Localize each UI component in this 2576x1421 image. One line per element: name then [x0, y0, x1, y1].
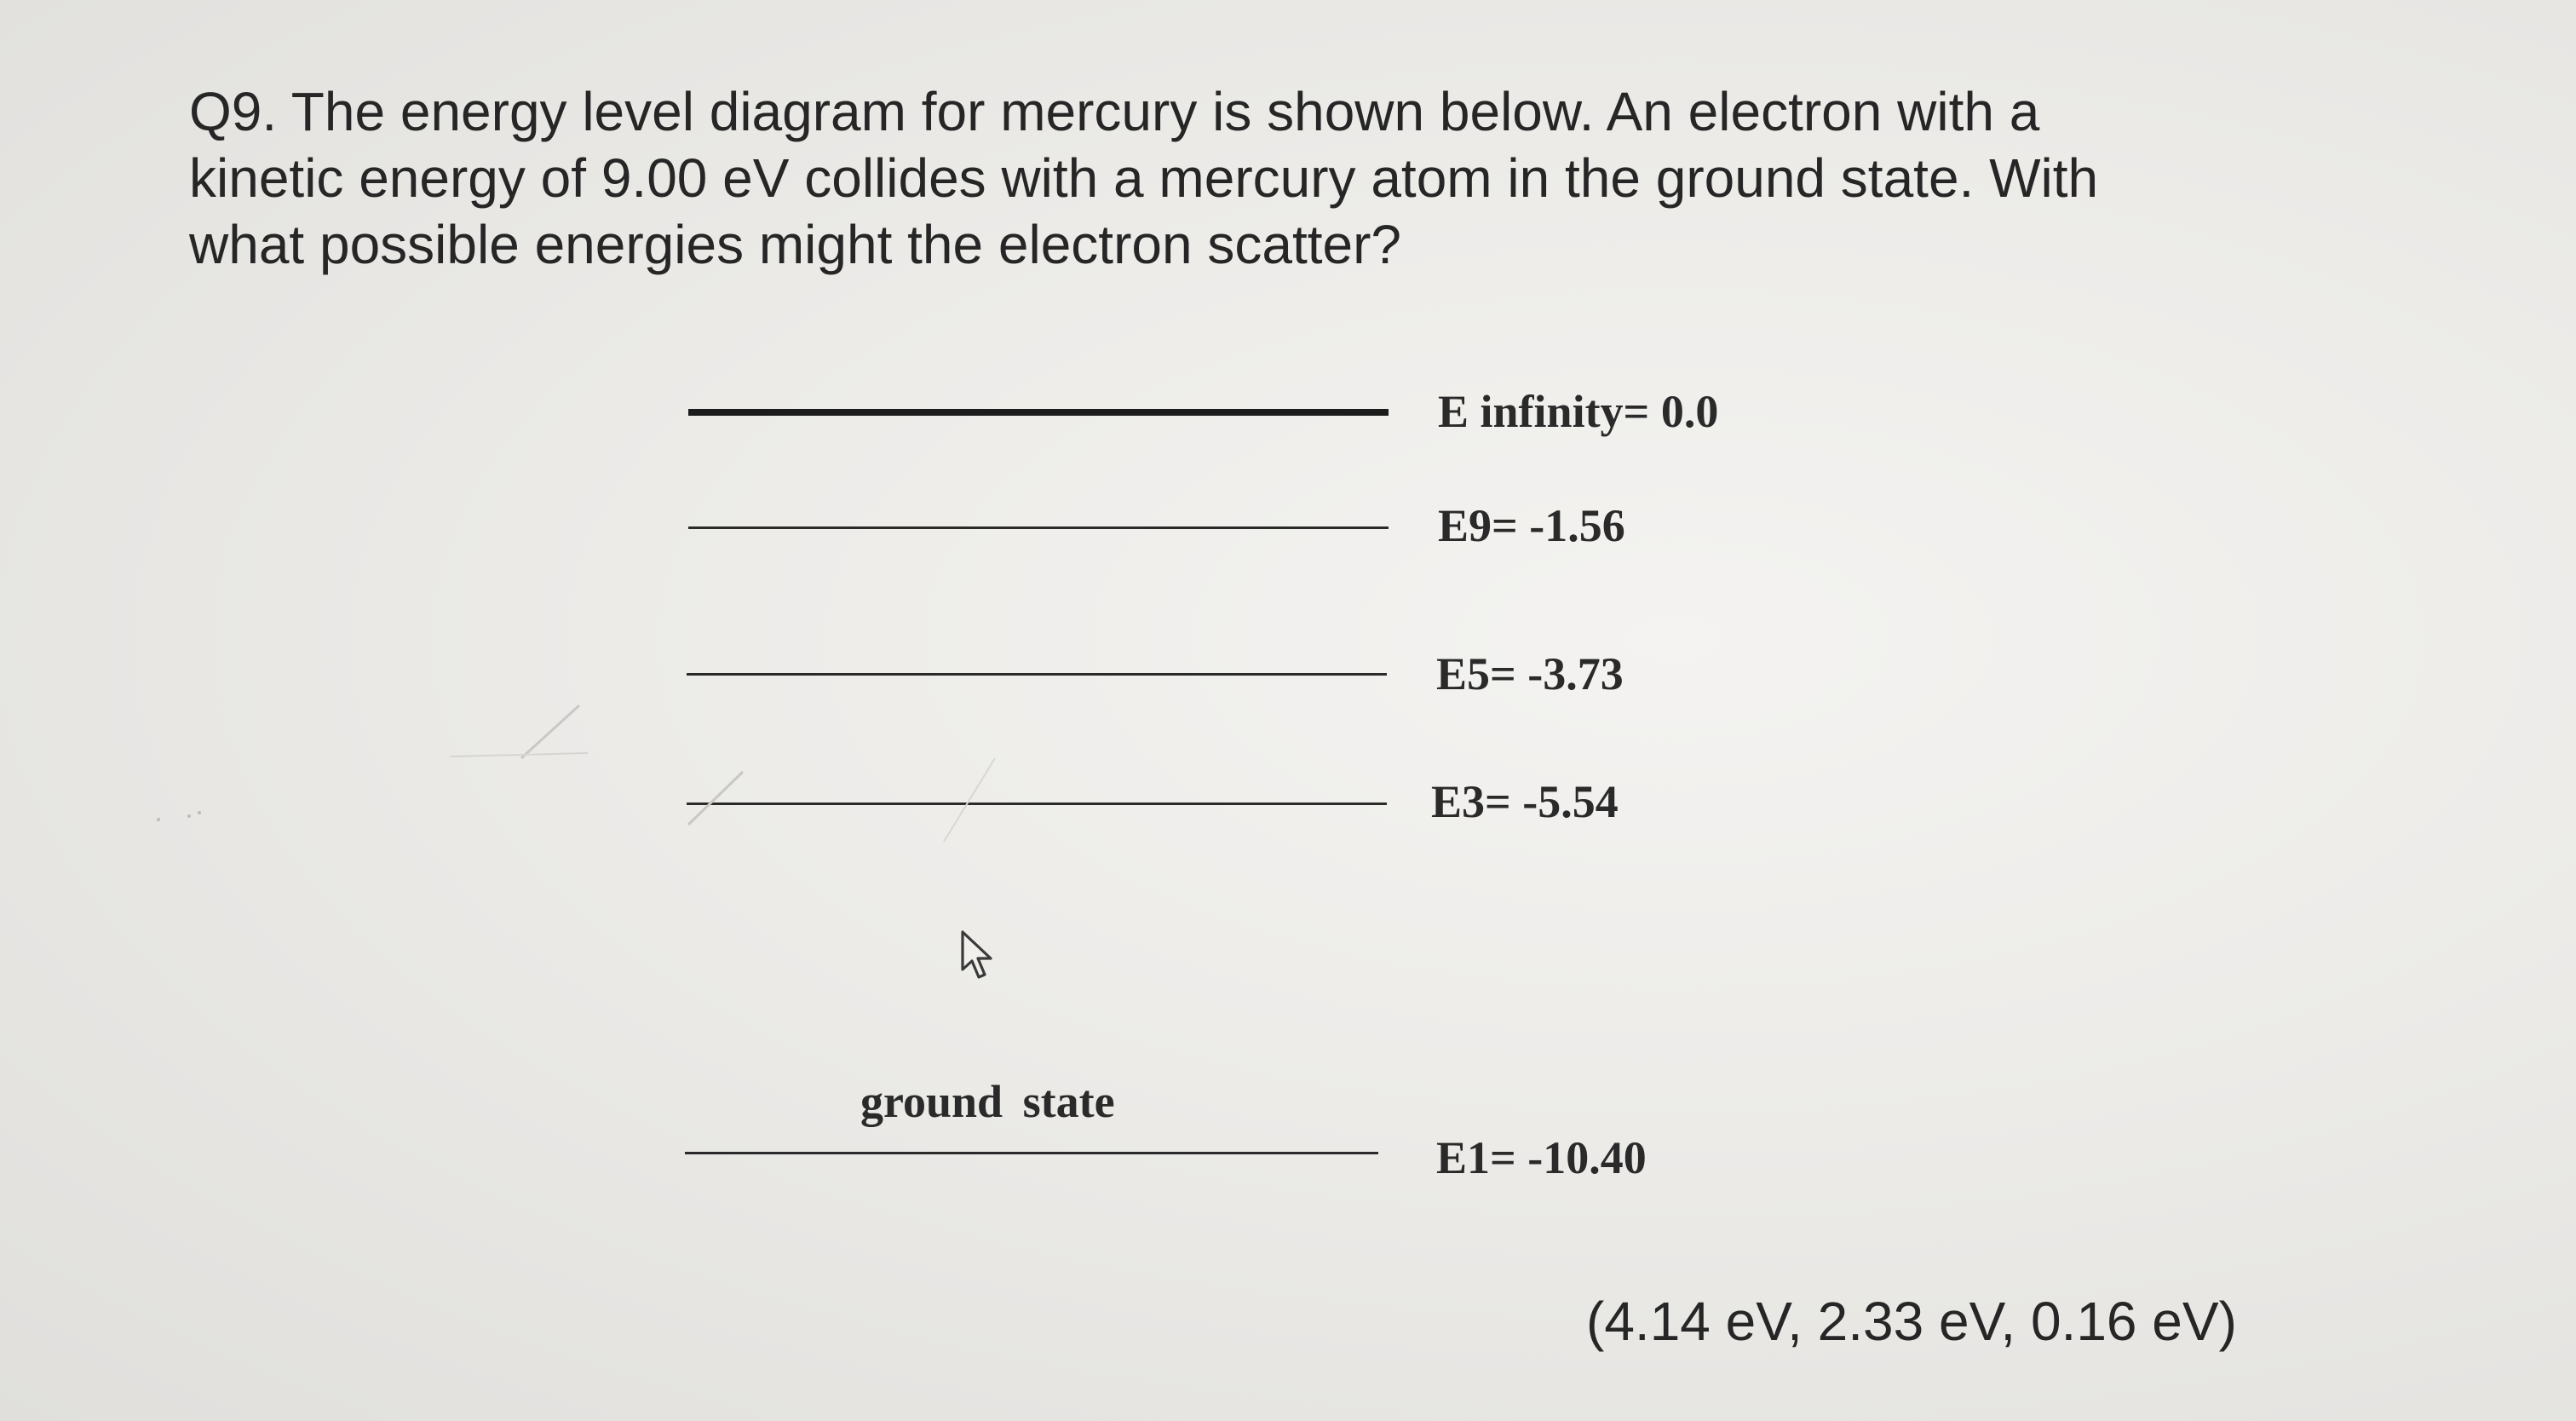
level-line-e5	[687, 673, 1387, 676]
question-text	[189, 78, 2404, 278]
answer-text: (4.14 eV, 2.33 eV, 0.16 eV)	[1586, 1291, 2237, 1352]
ground-state-label: ground state	[860, 1076, 1115, 1127]
level-label-e-infinity: E infinity= 0.0	[1438, 386, 1719, 437]
pencil-dot-3	[198, 811, 201, 814]
level-label-e3: E3= -5.54	[1431, 776, 1619, 827]
level-line-e1	[685, 1152, 1378, 1154]
level-label-e1: E1= -10.40	[1436, 1132, 1647, 1183]
question-line-3: what possible energies might the electron scatter?	[189, 214, 1401, 275]
level-line-e-infinity	[688, 409, 1389, 416]
pencil-mark-4	[944, 758, 995, 842]
pencil-mark-2	[450, 753, 588, 757]
pencil-mark-1	[521, 705, 579, 758]
mouse-pointer-icon	[959, 929, 998, 981]
level-line-e3	[687, 803, 1387, 805]
level-line-e9	[688, 526, 1389, 529]
pencil-dot-2	[187, 814, 191, 818]
pencil-dot-1	[157, 818, 160, 821]
level-label-e9: E9= -1.56	[1438, 500, 1625, 551]
question-line-1: Q9. The energy level diagram for mercury is shown below. An electron with a	[189, 81, 2040, 142]
level-label-e5: E5= -3.73	[1436, 648, 1624, 699]
question-line-2: kinetic energy of 9.00 eV collides with a mercury atom in the ground state. With	[189, 147, 2099, 209]
pencil-mark-3	[688, 772, 743, 825]
